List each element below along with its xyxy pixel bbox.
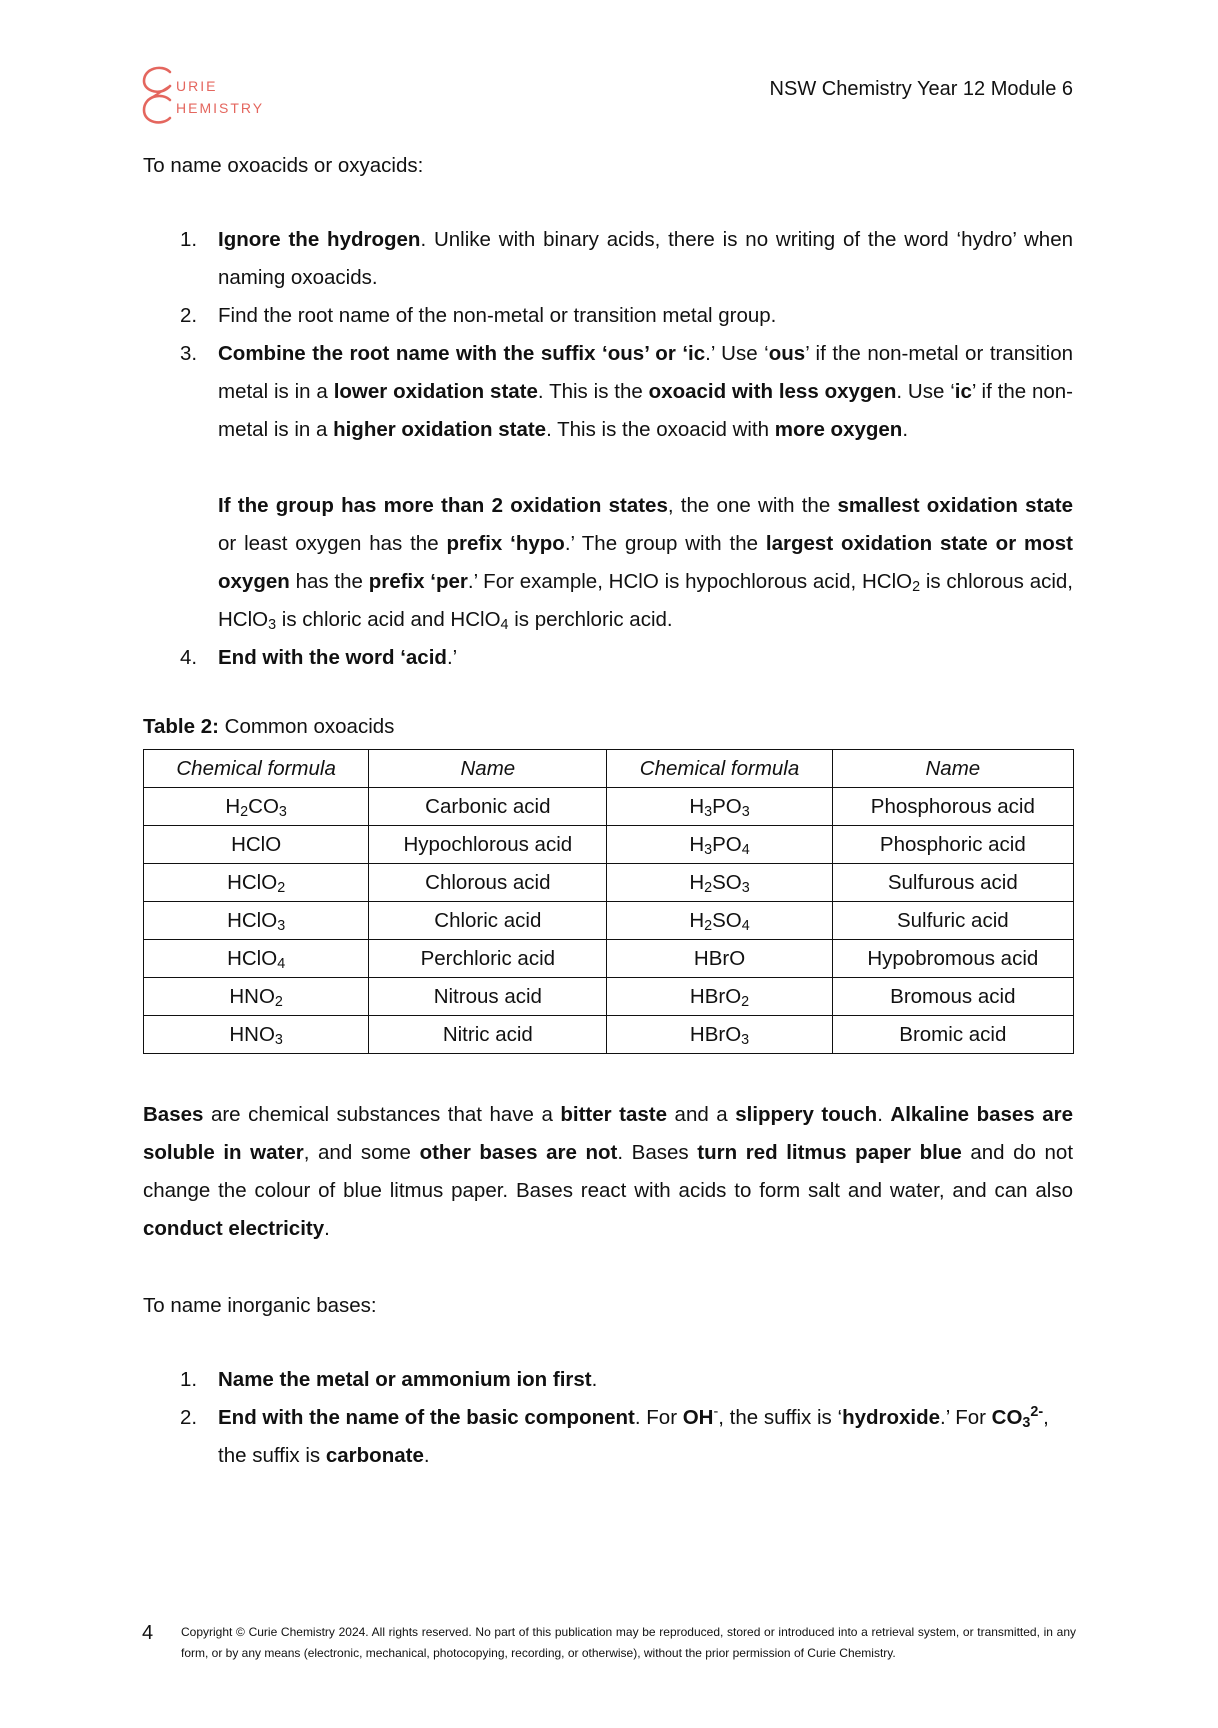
formula-cell: HClO$_3$ <box>144 902 369 940</box>
text: . Unlike with binary acids, there is no writing of the word ‘hydro’ when naming oxoacids. <box>218 228 1073 289</box>
oxoacid-intro: To name oxoacids or oxyacids: <box>143 154 424 177</box>
column-header: Name <box>832 750 1073 788</box>
table-row <box>144 940 1074 978</box>
oxoacid-steps-list <box>180 221 1073 677</box>
formula-cell: $H_3PO_4$ <box>607 826 832 864</box>
bold-text: carbonate <box>325 1444 424 1467</box>
text: ’ if the non-metal is in a <box>218 380 1073 441</box>
text: . Bases <box>617 1141 698 1164</box>
name-cell: Chloric acid <box>369 902 607 940</box>
table-row <box>144 978 1074 1016</box>
table-caption-label: Table 2: <box>143 715 219 738</box>
text: are chemical substances that have a <box>203 1103 561 1126</box>
subscript: 2 <box>912 579 921 595</box>
table-row <box>144 788 1074 826</box>
list-number: 2. <box>180 1406 198 1429</box>
logo-text-line1: URIE <box>176 78 218 94</box>
text: . <box>591 1368 598 1391</box>
bold-text: turn red litmus paper blue <box>697 1141 962 1164</box>
text: . For <box>634 1406 683 1429</box>
bold-text: lower oxidation state <box>333 380 538 403</box>
logo-text-line2: HEMISTRY <box>176 100 265 116</box>
list-number: 3. <box>180 342 198 365</box>
formula-cell: HClO <box>144 826 369 864</box>
name-cell: Hypochlorous acid <box>369 826 607 864</box>
bold-text: ic <box>954 380 972 403</box>
bold-text: Ignore the hydrogen <box>218 228 421 251</box>
bold-text: prefix ‘hypo <box>446 532 565 555</box>
text: ’ if the non-metal or transition metal is in a <box>218 342 1074 403</box>
table-row <box>144 826 1074 864</box>
bold-text: smallest oxidation state <box>837 494 1073 517</box>
text: is chlorous acid, HClO <box>218 570 1074 631</box>
bold-text: Name the metal or ammonium ion first <box>218 1368 592 1391</box>
bold-text: Combine the root name with the suffix ‘ous’ or ‘ic <box>218 342 706 365</box>
text: , and some <box>303 1141 420 1164</box>
list-number: 4. <box>180 646 198 669</box>
text: . This is the <box>537 380 649 403</box>
text: has the <box>289 570 369 593</box>
bold-text: hydroxide <box>842 1406 941 1429</box>
text: .’ For example, HClO is hypochlorous acid, HClO <box>467 570 913 593</box>
table-header-row <box>144 750 1074 788</box>
formula-cell: HBrO$_3$ <box>607 1016 832 1054</box>
superscript: - <box>713 1404 719 1420</box>
formula-cell: $HNO_2$ <box>144 978 369 1016</box>
formula-cell: $H_2SO_4$ <box>607 902 832 940</box>
oxoacids-table <box>143 749 1074 1054</box>
text: Find the root name of the non-metal or transition metal group. <box>218 304 777 327</box>
name-cell: Phosphorous acid <box>832 788 1073 826</box>
table-row <box>144 902 1074 940</box>
list-item <box>180 335 1073 639</box>
formula-cell: HClO$_4$ <box>144 940 369 978</box>
bold-text: End with the word ‘acid <box>218 646 447 669</box>
text: and a <box>667 1103 736 1126</box>
name-cell: Phosphoric acid <box>832 826 1073 864</box>
text: . <box>423 1444 430 1467</box>
list-item <box>180 1361 1073 1399</box>
name-cell: Chlorous acid <box>369 864 607 902</box>
formula-cell: $H_2CO_3$ <box>144 788 369 826</box>
name-cell: Sulfuric acid <box>832 902 1073 940</box>
list-number: 1. <box>180 1368 198 1391</box>
formula-cell: $H_2SO_3$ <box>607 864 832 902</box>
bold-text: slippery touch <box>735 1103 878 1126</box>
bold-text: prefix ‘per <box>368 570 468 593</box>
formula-cell: HBrO <box>607 940 832 978</box>
table-row <box>144 864 1074 902</box>
bold-text: other bases are not <box>419 1141 618 1164</box>
text: .’ For <box>940 1406 992 1429</box>
bold-text: Alkaline bases are soluble in water <box>143 1103 1074 1164</box>
table-caption <box>143 715 394 739</box>
list-item <box>180 1399 1073 1475</box>
column-header: Chemical formula <box>144 750 369 788</box>
bases-intro: To name inorganic bases: <box>143 1294 377 1317</box>
column-header: Name <box>369 750 607 788</box>
formula-cell: HBrO$_2$ <box>607 978 832 1016</box>
text: , the suffix is <box>218 1406 1049 1467</box>
curie-chemistry-logo-mark <box>140 66 174 128</box>
bold-text: conduct electricity <box>143 1217 325 1240</box>
page-number: 4 <box>142 1622 154 1644</box>
bold-text: $CO_3^{2-}$ <box>991 1404 1044 1431</box>
text: and do not change the colour of blue litmus paper. Bases react with acids to form salt and water, and can also <box>143 1141 1074 1202</box>
text: or least oxygen has the <box>218 532 447 555</box>
text: . <box>324 1217 330 1240</box>
bold-text: ous <box>768 342 806 365</box>
formula-cell: $H_3PO_3$ <box>607 788 832 826</box>
name-cell: Carbonic acid <box>369 788 607 826</box>
subscript: 3 <box>268 617 277 633</box>
name-cell: Bromous acid <box>832 978 1073 1016</box>
formula-cell: $HNO_3$ <box>144 1016 369 1054</box>
column-header: Chemical formula <box>607 750 832 788</box>
curie-chemistry-logo <box>140 66 300 128</box>
bold-text: oxoacid with less oxygen <box>648 380 897 403</box>
name-cell: Hypobromous acid <box>832 940 1073 978</box>
table-row <box>144 1016 1074 1054</box>
subscript: 4 <box>500 617 509 633</box>
oxidation-states-paragraph <box>218 487 1073 639</box>
name-cell: Bromic acid <box>832 1016 1073 1054</box>
bold-text: more oxygen <box>774 418 903 441</box>
text: , the suffix is ‘ <box>718 1406 843 1429</box>
document-header-title: NSW Chemistry Year 12 Module 6 <box>769 78 1073 100</box>
list-number: 2. <box>180 304 198 327</box>
formula-cell: HClO$_2$ <box>144 864 369 902</box>
name-cell: Perchloric acid <box>369 940 607 978</box>
text: . <box>877 1103 891 1126</box>
name-cell: Sulfurous acid <box>832 864 1073 902</box>
list-item <box>180 221 1073 297</box>
list-item <box>180 639 1073 677</box>
text: .’ Use ‘ <box>705 342 769 365</box>
list-number: 1. <box>180 228 198 251</box>
bold-text: If the group has more than 2 oxidation states <box>218 494 668 517</box>
copyright-notice: Copyright © Curie Chemistry 2024. All rights reserved. No part of this publication may be reproduced, stored or introduced into a retrieval system, or transmitted, in any form, or by any means (electronic, mechanical, photocopying, recording, or otherwise), without the prior permission of Curie Chemistry. <box>181 1625 1076 1660</box>
text: is chloric acid and HClO <box>276 608 501 631</box>
text: .’ <box>446 646 458 669</box>
list-item <box>180 297 1073 335</box>
text: . Use ‘ <box>896 380 955 403</box>
bold-text: OH <box>682 1406 714 1429</box>
text: . This is the oxoacid with <box>546 418 775 441</box>
text: .’ The group with the <box>564 532 766 555</box>
name-cell: Nitric acid <box>369 1016 607 1054</box>
text: . <box>902 418 909 441</box>
base-steps-list <box>180 1361 1073 1475</box>
bold-text: higher oxidation state <box>333 418 547 441</box>
bases-paragraph <box>143 1096 1073 1248</box>
text: , the one with the <box>667 494 838 517</box>
text: is perchloric acid. <box>508 608 673 631</box>
name-cell: Nitrous acid <box>369 978 607 1016</box>
table-caption-text: Common oxoacids <box>218 715 395 738</box>
bold-text: largest oxidation state or most oxygen <box>218 532 1074 593</box>
bold-text: Bases <box>143 1103 204 1126</box>
bold-text: End with the name of the basic component <box>218 1406 635 1429</box>
bold-text: bitter taste <box>560 1103 668 1126</box>
